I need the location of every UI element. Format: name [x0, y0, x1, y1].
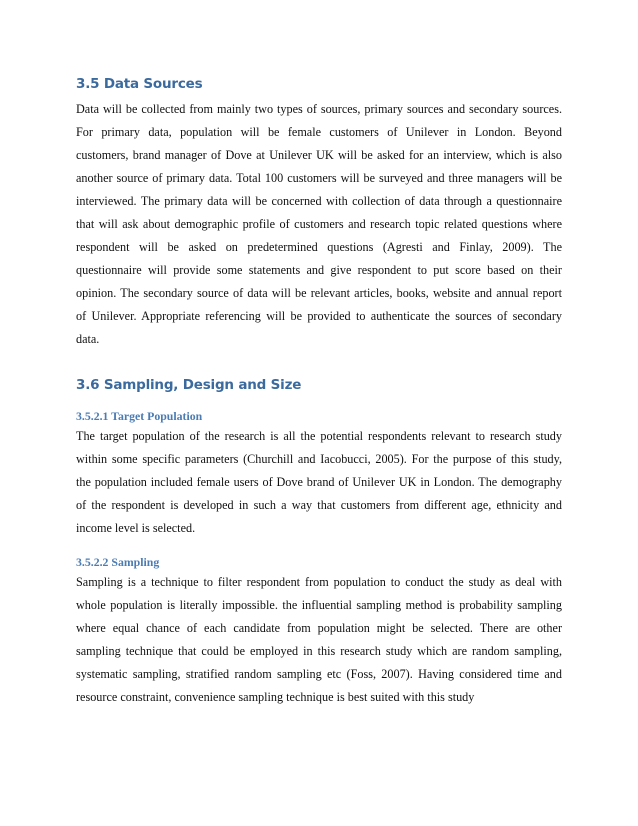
- text-line: Data will be collected from mainly two types of sources, primary sources and secondary sources.: [76, 102, 562, 116]
- text-line: interviewed. The primary data will be concerned with collection of data through a questionnaire: [76, 194, 562, 208]
- text-line: systematic sampling, stratified random sampling etc (Foss, 2007). Having considered time and: [76, 667, 562, 681]
- subsection-heading-target-population: 3.5.2.1 Target Population: [76, 409, 203, 423]
- paragraph-target-population: [76, 425, 562, 540]
- page-content: [76, 75, 562, 709]
- text-line: questionnaire will provide some statements and give respondent to put score based on their: [76, 263, 562, 277]
- text-line: of Unilever. Appropriate referencing will be provided to authenticate the sources of secondary: [76, 309, 562, 323]
- subsection-heading-sampling: 3.5.2.2 Sampling: [76, 555, 160, 569]
- text-line: respondent will be asked on predetermined questions (Agresti and Finlay, 2009). The: [76, 240, 562, 254]
- text-line: sampling technique that could be employed in this research study which are random sampling,: [76, 644, 562, 658]
- section-heading-data-sources: 3.5 Data Sources: [76, 76, 203, 92]
- paragraph-data-sources: [76, 98, 562, 351]
- text-line: income level is selected.: [76, 521, 196, 535]
- text-line: data.: [76, 332, 100, 346]
- text-line: where equal chance of each candidate from population might be selected. There are other: [76, 621, 562, 635]
- text-line: opinion. The secondary source of data will be relevant articles, books, website and annual report: [76, 286, 562, 300]
- text-line: Sampling is a technique to filter respondent from population to conduct the study as deal with: [76, 575, 562, 589]
- text-line: whole population is literally impossible. the influential sampling method is probability sampling: [76, 598, 562, 612]
- text-line: of the respondent is developed in such a way that customers from different age, ethnicity and: [76, 498, 562, 512]
- text-line: the population included female users of Dove brand of Unilever UK in London. The demography: [76, 475, 562, 489]
- paragraph-sampling: [76, 571, 562, 709]
- text-line: another source of primary data. Total 100 customers will be surveyed and three managers will be: [76, 171, 562, 185]
- section-heading-sampling-design: 3.6 Sampling, Design and Size: [76, 377, 302, 393]
- text-line: within some specific parameters (Churchill and Iacobucci, 2005). For the purpose of this study,: [76, 452, 562, 466]
- text-line: For primary data, population will be female customers of Unilever in London. Beyond: [76, 125, 562, 139]
- text-line: customers, brand manager of Dove at Unilever UK will be asked for an interview, which is also: [76, 148, 562, 162]
- text-line: The target population of the research is all the potential respondents relevant to research study: [76, 429, 562, 443]
- text-line: resource constraint, convenience sampling technique is best suited with this study: [76, 690, 475, 704]
- text-line: that will ask about demographic profile of customers and research topic related questions where: [76, 217, 562, 231]
